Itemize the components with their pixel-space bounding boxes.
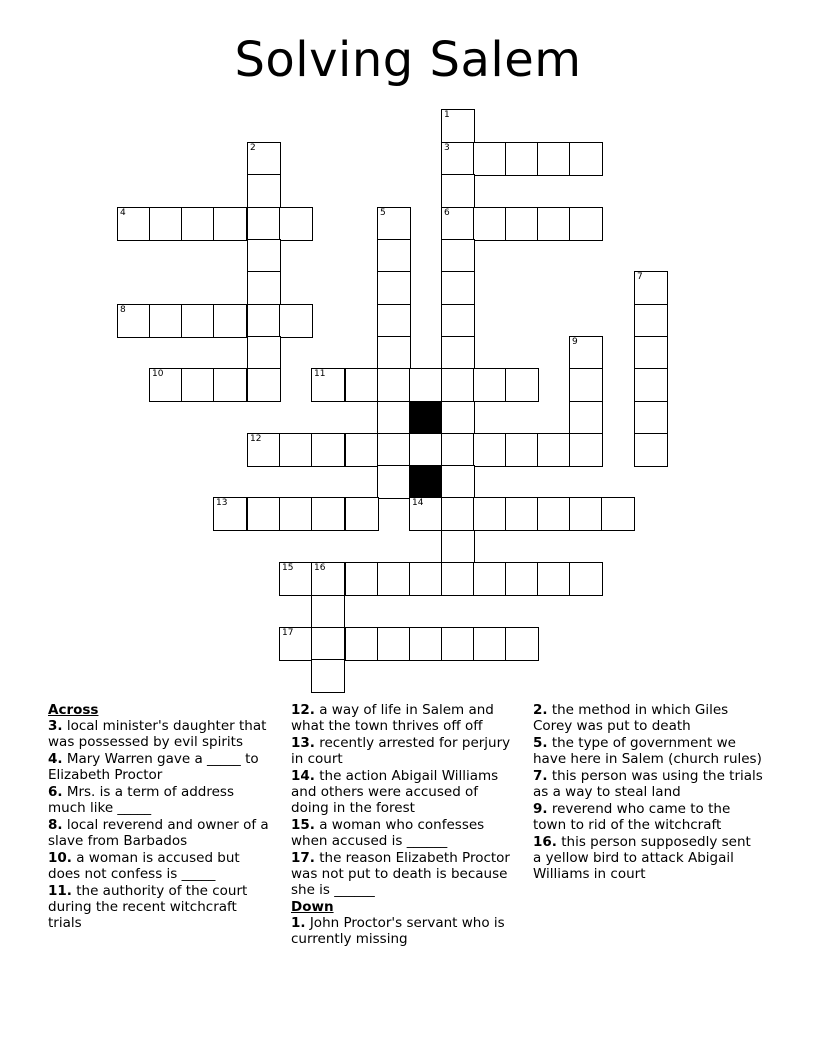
grid-cell[interactable] <box>537 562 571 596</box>
clue-text: this person supposedly sent a yellow bird to attack Abigail Williams in court <box>533 834 751 882</box>
grid-cell[interactable] <box>247 368 281 402</box>
grid-cell[interactable] <box>409 497 443 531</box>
grid-cell[interactable] <box>473 627 507 661</box>
clue-item <box>48 751 270 783</box>
clue-number-label: 16 <box>314 563 326 573</box>
grid-cell[interactable] <box>311 562 345 596</box>
clue-number-label: 8 <box>120 305 126 315</box>
grid-cell[interactable] <box>634 401 668 435</box>
clue-text: recently arrested for perjury in court <box>291 735 511 767</box>
grid-cell[interactable] <box>569 368 603 402</box>
clue-text: Mrs. is a term of address much like _____ <box>48 784 234 816</box>
grid-cell[interactable] <box>505 368 539 402</box>
clue-number-label: 4 <box>120 208 126 218</box>
clue-number: 2. <box>533 702 548 718</box>
grid-cell[interactable] <box>441 368 475 402</box>
clue-text: the action Abigail Williams and others were accused of doing in the forest <box>291 768 499 816</box>
grid-cell[interactable] <box>213 497 247 531</box>
clue-item <box>291 817 519 849</box>
grid-cell[interactable] <box>247 207 281 241</box>
clue-text: a woman is accused but does not confess is _____ <box>48 850 240 882</box>
clue-number: 16. <box>533 834 557 850</box>
grid-cell[interactable] <box>441 465 475 499</box>
grid-cell[interactable] <box>505 627 539 661</box>
grid-cell[interactable] <box>601 497 635 531</box>
grid-cell[interactable] <box>279 497 313 531</box>
clue-text: local reverend and owner of a slave from Barbados <box>48 817 269 849</box>
grid-cell[interactable] <box>213 304 247 338</box>
grid-cell[interactable] <box>473 207 507 241</box>
grid-cell[interactable] <box>505 497 539 531</box>
grid-cell[interactable] <box>537 142 571 176</box>
grid-cell[interactable] <box>569 142 603 176</box>
clue-number: 5. <box>533 735 548 751</box>
clue-number-label: 9 <box>572 337 578 347</box>
grid-cell[interactable] <box>213 368 247 402</box>
clue-number: 4. <box>48 751 63 767</box>
grid-cell[interactable] <box>311 627 345 661</box>
grid-cell[interactable] <box>377 271 411 305</box>
grid-cell[interactable] <box>441 433 475 467</box>
black-square <box>409 465 443 499</box>
clue-number-label: 14 <box>412 498 424 508</box>
grid-cell[interactable] <box>505 562 539 596</box>
grid-cell[interactable] <box>279 433 313 467</box>
grid-cell[interactable] <box>311 497 345 531</box>
grid-cell[interactable] <box>569 336 603 370</box>
grid-cell[interactable] <box>441 530 475 564</box>
clue-text: this person was using the trials as a way to steal land <box>533 768 763 800</box>
grid-cell[interactable] <box>247 271 281 305</box>
clue-number-label: 13 <box>216 498 228 508</box>
grid-cell[interactable] <box>473 562 507 596</box>
grid-cell[interactable] <box>181 207 215 241</box>
clue-number: 13. <box>291 735 315 751</box>
clue-text: the type of government we have here in Salem (church rules) <box>533 735 762 767</box>
grid-cell[interactable] <box>473 368 507 402</box>
grid-cell[interactable] <box>634 304 668 338</box>
grid-cell[interactable] <box>441 271 475 305</box>
grid-cell[interactable] <box>569 433 603 467</box>
clue-text: a woman who confesses when accused is ______ <box>291 817 485 849</box>
grid-cell[interactable] <box>311 659 345 693</box>
grid-cell[interactable] <box>473 497 507 531</box>
grid-cell[interactable] <box>311 368 345 402</box>
grid-cell[interactable] <box>345 433 379 467</box>
grid-cell[interactable] <box>247 433 281 467</box>
grid-cell[interactable] <box>441 336 475 370</box>
grid-cell[interactable] <box>377 304 411 338</box>
grid-cell[interactable] <box>311 433 345 467</box>
clue-number-label: 3 <box>444 143 450 153</box>
grid-cell[interactable] <box>247 304 281 338</box>
grid-cell[interactable] <box>279 207 313 241</box>
grid-cell[interactable] <box>213 207 247 241</box>
clue-number: 15. <box>291 817 315 833</box>
clue-item <box>533 702 763 734</box>
clue-text: reverend who came to the town to rid of the witchcraft <box>533 801 731 833</box>
grid-cell[interactable] <box>505 207 539 241</box>
grid-cell[interactable] <box>377 465 411 499</box>
grid-cell[interactable] <box>569 207 603 241</box>
clue-item <box>48 718 270 750</box>
grid-cell[interactable] <box>409 433 443 467</box>
grid-cell[interactable] <box>441 174 475 208</box>
across-clue-list <box>48 718 270 931</box>
grid-cell[interactable] <box>634 368 668 402</box>
clue-number-label: 2 <box>250 143 256 153</box>
grid-cell[interactable] <box>634 271 668 305</box>
clue-text: John Proctor's servant who is currently missing <box>291 915 505 947</box>
clue-number-label: 11 <box>314 369 326 379</box>
black-square <box>409 401 443 435</box>
grid-cell[interactable] <box>377 239 411 273</box>
clue-number-label: 5 <box>380 208 386 218</box>
clue-number: 6. <box>48 784 63 800</box>
grid-cell[interactable] <box>311 595 345 629</box>
grid-cell[interactable] <box>441 562 475 596</box>
grid-cell[interactable] <box>279 562 313 596</box>
grid-cell[interactable] <box>569 497 603 531</box>
clue-number: 10. <box>48 850 72 866</box>
grid-cell[interactable] <box>377 562 411 596</box>
grid-cell[interactable] <box>377 368 411 402</box>
grid-cell[interactable] <box>377 433 411 467</box>
clue-number: 11. <box>48 883 72 899</box>
down-clue-list-continued <box>533 702 763 882</box>
grid-cell[interactable] <box>377 627 411 661</box>
grid-cell[interactable] <box>377 401 411 435</box>
clue-number: 7. <box>533 768 548 784</box>
clue-item <box>533 768 763 800</box>
clue-text: a way of life in Salem and what the town thrives off off <box>291 702 494 734</box>
grid-cell[interactable] <box>409 368 443 402</box>
grid-cell[interactable] <box>441 239 475 273</box>
grid-cell[interactable] <box>247 174 281 208</box>
clue-item <box>291 768 519 816</box>
clue-number-label: 7 <box>637 272 643 282</box>
clue-number-label: 15 <box>282 563 294 573</box>
grid-cell[interactable] <box>345 368 379 402</box>
grid-cell[interactable] <box>441 627 475 661</box>
clue-text: the reason Elizabeth Proctor was not put to death is because she is ______ <box>291 850 510 898</box>
grid-cell[interactable] <box>181 304 215 338</box>
clue-number: 1. <box>291 915 306 931</box>
clue-item <box>533 801 763 833</box>
grid-cell[interactable] <box>441 497 475 531</box>
down-clue-list <box>291 915 519 947</box>
grid-cell[interactable] <box>569 562 603 596</box>
clue-item <box>291 850 519 898</box>
clue-item <box>533 735 763 767</box>
clue-item <box>291 915 519 947</box>
grid-cell[interactable] <box>409 562 443 596</box>
clue-item <box>48 817 270 849</box>
grid-cell[interactable] <box>247 497 281 531</box>
clue-number: 12. <box>291 702 315 718</box>
grid-cell[interactable] <box>441 304 475 338</box>
grid-cell[interactable] <box>441 142 475 176</box>
clue-text: local minister's daughter that was possessed by evil spirits <box>48 718 267 750</box>
clue-number-label: 17 <box>282 628 294 638</box>
grid-cell[interactable] <box>279 304 313 338</box>
clue-column-3 <box>533 702 763 883</box>
clue-item <box>48 850 270 882</box>
grid-cell[interactable] <box>441 207 475 241</box>
grid-cell[interactable] <box>247 142 281 176</box>
grid-cell[interactable] <box>279 627 313 661</box>
grid-cell[interactable] <box>149 368 183 402</box>
clue-number: 3. <box>48 718 63 734</box>
clue-item <box>291 702 519 734</box>
grid-cell[interactable] <box>441 401 475 435</box>
grid-cell[interactable] <box>409 627 443 661</box>
clue-text: the authority of the court during the recent witchcraft trials <box>48 883 248 931</box>
grid-cell[interactable] <box>345 497 379 531</box>
across-clue-list-continued <box>291 702 519 898</box>
clue-item <box>48 784 270 816</box>
across-heading: Across <box>48 702 99 718</box>
clue-number: 17. <box>291 850 315 866</box>
grid-cell[interactable] <box>377 336 411 370</box>
clue-text: Mary Warren gave a _____ to Elizabeth Proctor <box>48 751 259 783</box>
grid-cell[interactable] <box>149 304 183 338</box>
grid-cell[interactable] <box>473 142 507 176</box>
clue-number-label: 10 <box>152 369 164 379</box>
grid-cell[interactable] <box>634 433 668 467</box>
grid-cell[interactable] <box>537 497 571 531</box>
grid-cell[interactable] <box>377 207 411 241</box>
clue-number: 8. <box>48 817 63 833</box>
grid-cell[interactable] <box>505 142 539 176</box>
grid-cell[interactable] <box>634 336 668 370</box>
grid-cell[interactable] <box>149 207 183 241</box>
clue-number-label: 1 <box>444 110 450 120</box>
grid-cell[interactable] <box>537 207 571 241</box>
grid-cell[interactable] <box>117 304 151 338</box>
grid-cell[interactable] <box>181 368 215 402</box>
clue-text: the method in which Giles Corey was put to death <box>533 702 729 734</box>
grid-cell[interactable] <box>441 109 475 143</box>
grid-cell[interactable] <box>537 433 571 467</box>
puzzle-title: Solving Salem <box>234 32 582 88</box>
clue-number-label: 12 <box>250 434 262 444</box>
down-heading: Down <box>291 899 334 915</box>
clue-column-2 <box>291 702 519 948</box>
grid-cell[interactable] <box>505 433 539 467</box>
clue-column-1 <box>48 702 270 932</box>
grid-cell[interactable] <box>117 207 151 241</box>
grid-cell[interactable] <box>569 401 603 435</box>
grid-cell[interactable] <box>247 239 281 273</box>
grid-cell[interactable] <box>345 562 379 596</box>
clue-number-label: 6 <box>444 208 450 218</box>
grid-cell[interactable] <box>473 433 507 467</box>
clue-item <box>291 735 519 767</box>
clue-item <box>533 834 763 882</box>
clue-item <box>48 883 270 931</box>
clue-number: 9. <box>533 801 548 817</box>
grid-cell[interactable] <box>247 336 281 370</box>
clue-number: 14. <box>291 768 315 784</box>
grid-cell[interactable] <box>345 627 379 661</box>
